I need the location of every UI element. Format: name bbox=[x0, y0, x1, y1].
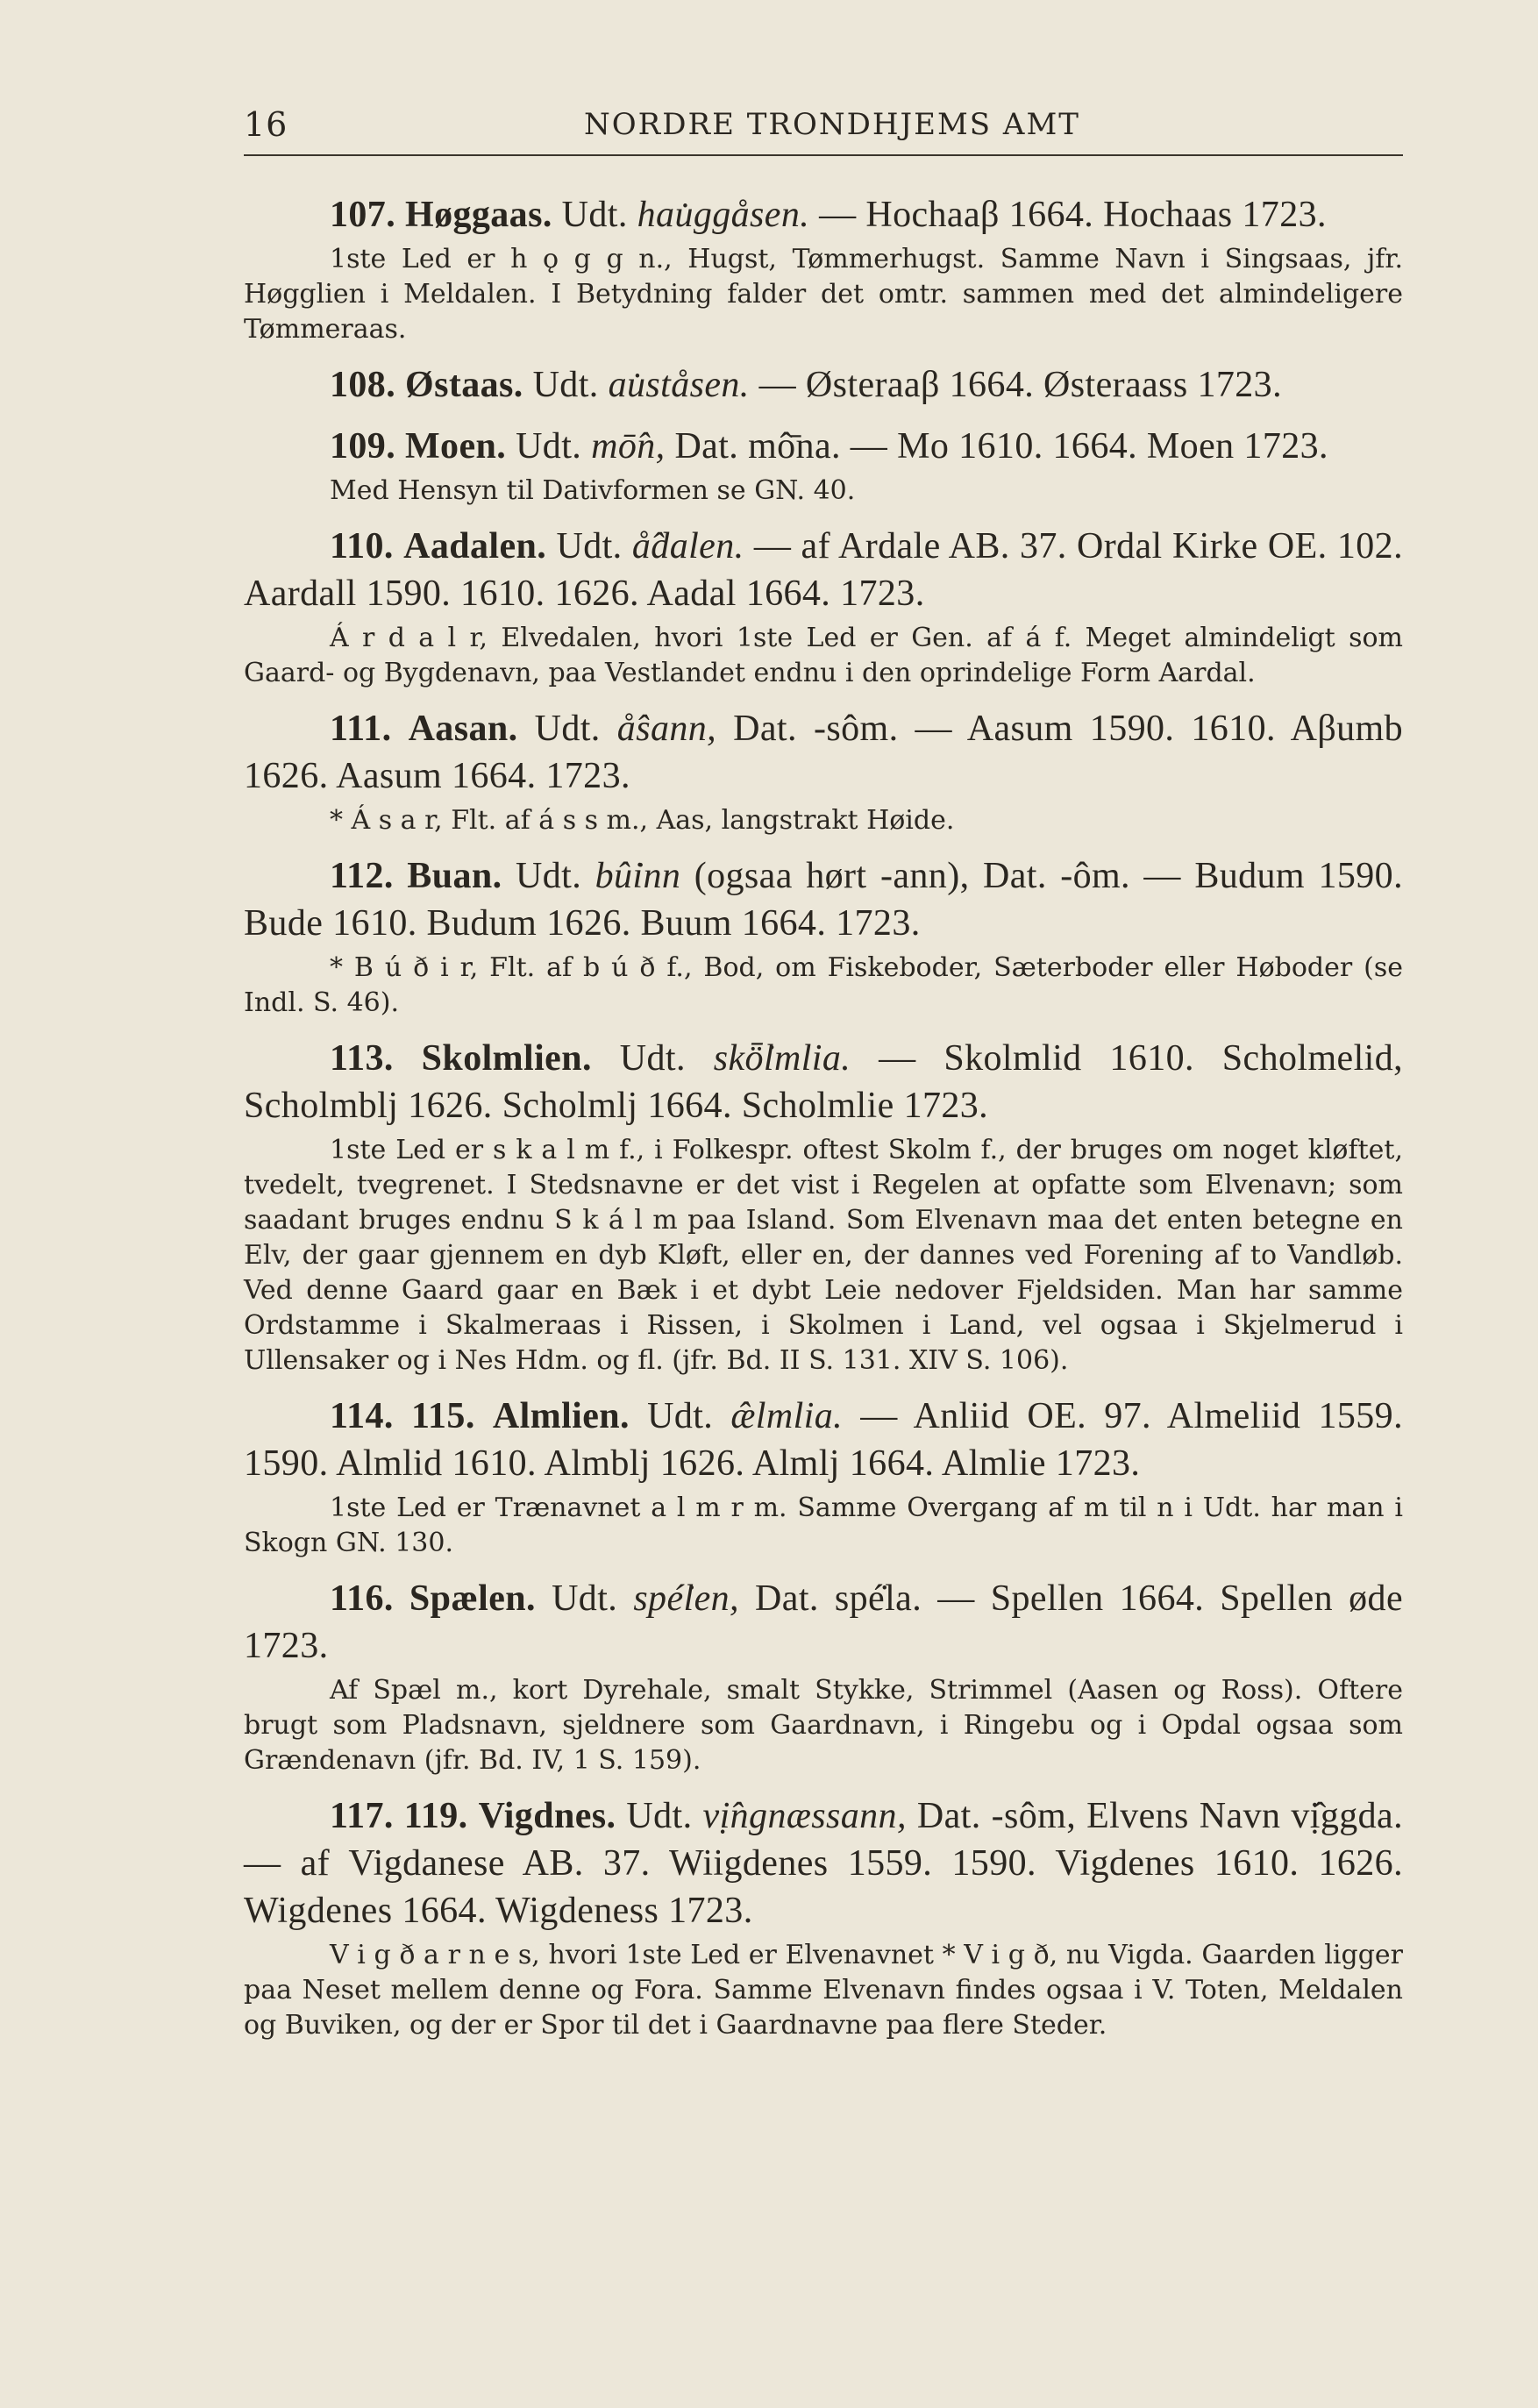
historical-forms: — Skolmlid 1610. Scholmelid, Scholmblj 1626. Scholmlj 1664. Scholmlie 1723. bbox=[244, 1038, 1404, 1126]
pronunciation: mō̂n, bbox=[591, 426, 666, 467]
entry-113 bbox=[244, 1035, 1403, 1379]
entry-note: 1ste Led er s k a l m f., i Folkespr. oftest Skolm f., der bruges om noget kløftet, tvedelt, tvegrenet. I Stedsnavne er det vist i Regelen at opfatte som Elvenavn; som saadant bruges endnu S k á l m paa Island. Som Elvenavn maa det enten betegne en Elv, der gaar gjennem en dyb Kløft, eller en, der dannes ved Forening af to Vandløb. Ved denne Gaard gaar en Bæk i et dybt Leie nedover Fjeldsiden. Man har samme Ordstamme i Skalmeraas i Rissen, i Skolmen i Land, vel ogsaa i Skjelmerud i Ullensaker og i Nes Hdm. og fl. (jfr. Bd. II S. 131. XIV S. 106). bbox=[244, 1135, 1403, 1376]
udt-label: Udt. bbox=[561, 195, 628, 235]
entry-note: 1ste Led er h ǫ g g n., Hugst, Tømmerhugst. Samme Navn i Singsaas, jfr. Høgglien i Meldalen. I Betydning falder det omtr. sammen med det almindeligere Tømmeraas. bbox=[244, 244, 1403, 345]
farm-name: Aasan. bbox=[408, 709, 518, 749]
entry-number: 111. bbox=[330, 709, 392, 749]
pronunciation: vị̂ngnæssann, bbox=[702, 1796, 907, 1836]
page-number: 16 bbox=[244, 105, 288, 144]
entry-heading bbox=[244, 1393, 1403, 1487]
entry-111 bbox=[244, 705, 1403, 838]
historical-forms: (ogsaa hørt -ann), Dat. -ôm. — Budum 1590. Bude 1610. Budum 1626. Buum 1664. 1723. bbox=[244, 856, 1403, 944]
historical-forms: Dat. spé̇la. — Spellen 1664. Spellen øde 1723. bbox=[244, 1578, 1403, 1666]
udt-label: Udt. bbox=[516, 426, 582, 467]
pronunciation: au̇ståsen. bbox=[608, 365, 750, 405]
farm-name: Aadalen. bbox=[403, 526, 547, 566]
farm-name: Almlien. bbox=[492, 1396, 630, 1436]
udt-label: Udt. bbox=[516, 856, 582, 896]
pronunciation: skȫ̇lmlia. bbox=[713, 1038, 851, 1079]
farm-name: Skolmlien. bbox=[421, 1038, 592, 1079]
entry-number: 108. bbox=[330, 365, 396, 405]
entry-note: Af Spæl m., kort Dyrehale, smalt Stykke, Strimmel (Aasen og Ross). Oftere brugt som Pladsnavn, sjeldnere som Gaardnavn, i Ringebu og i Opdal ogsaa som Grændenavn (jfr. Bd. IV, 1 S. 159). bbox=[244, 1675, 1403, 1776]
pronunciation: å̂sann, bbox=[616, 709, 717, 749]
historical-forms: Dat. -sôm, Elvens Navn vị̂ggda. — af Vigdanese AB. 37. Wiigdenes 1559. 1590. Vigdenes 1610. 1626. Wigdenes 1664. Wigdeness 1723. bbox=[244, 1796, 1403, 1931]
udt-label: Udt. bbox=[534, 709, 601, 749]
entry-heading bbox=[244, 1575, 1403, 1670]
farm-name: Høggaas. bbox=[405, 195, 552, 235]
farm-name: Buan. bbox=[407, 856, 502, 896]
udt-label: Udt. bbox=[556, 526, 623, 566]
entry-108 bbox=[244, 361, 1403, 409]
entry-116 bbox=[244, 1575, 1403, 1778]
udt-label: Udt. bbox=[532, 365, 599, 405]
entry-note: V i g ð a r n e s, hvori 1ste Led er Elvenavnet * V i g ð, nu Vigda. Gaarden ligger paa Neset mellem denne og Fora. Samme Elvenavn findes ogsaa i V. Toten, Meldalen og Buviken, og der er Spor til det i Gaardnavne paa flere Steder. bbox=[244, 1940, 1403, 2041]
entry-112 bbox=[244, 852, 1403, 1021]
entry-number: 116. bbox=[330, 1578, 394, 1619]
entry-heading bbox=[244, 361, 1403, 409]
farm-entries bbox=[244, 191, 1403, 2057]
entry-number: 107. bbox=[330, 195, 396, 235]
entry-note: 1ste Led er Trænavnet a l m r m. Samme Overgang af m til n i Udt. har man i Skogn GN. 130. bbox=[244, 1493, 1403, 1558]
entry-114-115 bbox=[244, 1393, 1403, 1561]
entry-note: Med Hensyn til Dativformen se GN. 40. bbox=[330, 475, 856, 506]
historical-forms: — Anliid OE. 97. Almeliid 1559. 1590. Almlid 1610. Almblj 1626. Almlj 1664. Almlie 1723. bbox=[244, 1396, 1403, 1484]
historical-forms: — af Ardale AB. 37. Ordal Kirke OE. 102. Aardall 1590. 1610. 1626. Aadal 1664. 1723. bbox=[244, 526, 1403, 614]
historical-forms: Dat. mô̄na. — Mo 1610. 1664. Moen 1723. bbox=[674, 426, 1328, 467]
pronunciation: æ̂lmlia. bbox=[730, 1396, 844, 1436]
pronunciation: hau̇ggåsen. bbox=[637, 195, 810, 235]
pronunciation: spé̇len, bbox=[633, 1578, 739, 1619]
pronunciation: bû̇inn bbox=[595, 856, 681, 896]
entry-number: 113. bbox=[330, 1038, 394, 1079]
farm-name: Moen. bbox=[405, 426, 507, 467]
entry-107 bbox=[244, 191, 1403, 347]
entry-number: 114. 115. bbox=[330, 1396, 475, 1436]
farm-name: Østaas. bbox=[405, 365, 523, 405]
entry-heading bbox=[244, 705, 1403, 800]
entry-109 bbox=[244, 423, 1403, 509]
entry-heading bbox=[244, 423, 1403, 470]
entry-heading bbox=[244, 852, 1403, 947]
entry-110 bbox=[244, 523, 1403, 691]
running-title: NORDRE TRONDHJEMS AMT bbox=[584, 107, 1080, 142]
udt-label: Udt. bbox=[647, 1396, 714, 1436]
udt-label: Udt. bbox=[626, 1796, 693, 1836]
historical-forms: Dat. -sôm. — Aasum 1590. 1610. Aβumb 1626. Aasum 1664. 1723. bbox=[244, 709, 1404, 796]
entry-117-119 bbox=[244, 1792, 1403, 2043]
entry-note: Á r d a l r, Elvedalen, hvori 1ste Led er Gen. af á f. Meget almindeligt som Gaard- og Bygdenavn, paa Vestlandet endnu i den oprindelige Form Aardal. bbox=[244, 623, 1403, 688]
entry-number: 109. bbox=[330, 426, 396, 467]
historical-forms: — Østeraaβ 1664. Østeraass 1723. bbox=[758, 365, 1282, 405]
farm-name: Spælen. bbox=[409, 1578, 536, 1619]
entry-heading bbox=[244, 523, 1403, 617]
entry-note: * Á s a r, Flt. af á s s m., Aas, langstrakt Høide. bbox=[330, 805, 955, 836]
entry-number: 117. 119. bbox=[330, 1796, 468, 1836]
entry-heading bbox=[244, 191, 1403, 239]
entry-note: * B ú ð i r, Flt. af b ú ð f., Bod, om Fiskeboder, Sæterboder eller Høboder (se Indl. S. 46). bbox=[244, 952, 1403, 1018]
udt-label: Udt. bbox=[619, 1038, 686, 1079]
page-header bbox=[244, 105, 1403, 156]
entry-heading bbox=[244, 1035, 1403, 1129]
entry-number: 112. bbox=[330, 856, 394, 896]
pronunciation: å̂dalen. bbox=[631, 526, 744, 566]
historical-forms: — Hochaaβ 1664. Hochaas 1723. bbox=[819, 195, 1327, 235]
entry-number: 110. bbox=[330, 526, 394, 566]
farm-name: Vigdnes. bbox=[478, 1796, 616, 1836]
udt-label: Udt. bbox=[552, 1578, 618, 1619]
entry-heading bbox=[244, 1792, 1403, 1934]
